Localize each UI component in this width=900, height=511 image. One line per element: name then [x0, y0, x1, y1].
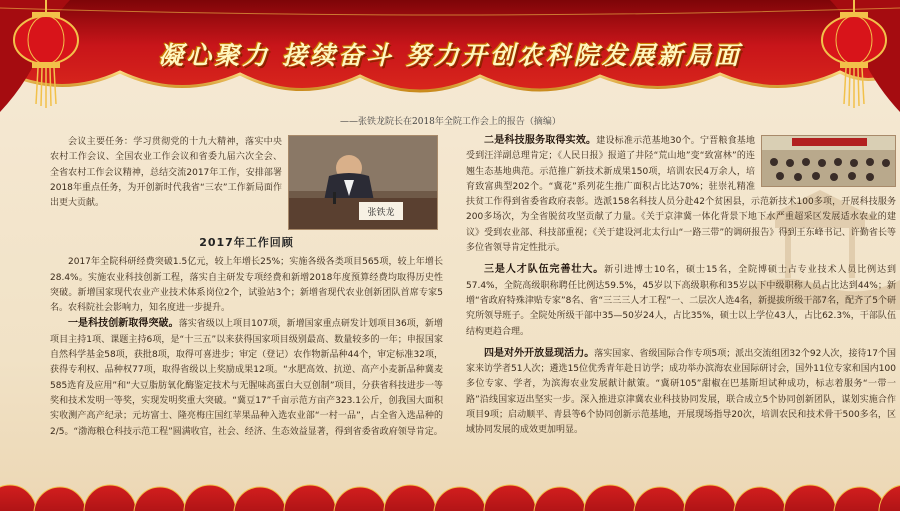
- section-4-body: 落实国家、省级国际合作专项5项；派出交流组团32个92人次，接待17个国家来访学者51人次；遴选15位优秀青年赴日访学；成功举办滨海农业国际研讨会，国外11位专家和国内100多位专家、学者，为滨海农业发展献计献策。“冀研105”甜椒在巴基斯坦试种成功，标志着服务“一带一路”沿线国家迈出坚实一步。深入推进京津冀农业科技协同发展，联合成立5个协同创新团队，谋划实施合作项目9项；启动顺平、青县等6个协同创新示范基地，开展现场指导20次，培训农民和技术骨干500多名，区域协同发展的成效更加明显。: [466, 348, 896, 436]
- intro-block: [50, 135, 443, 230]
- bottom-wave-decoration: [0, 469, 900, 511]
- section-2-title: 二是科技服务取得实效。: [484, 135, 597, 146]
- section-4-paragraph: [466, 346, 896, 439]
- section-1-title: 一是科技创新取得突破。: [68, 318, 179, 330]
- section-4-title: 四是对外开放显现活力。: [484, 347, 595, 359]
- report-subtitle: ——张铁龙院长在2018年全院工作会上的报告（摘编）: [340, 117, 561, 127]
- right-column: [466, 133, 896, 439]
- section-3-body: 新引进博士10名，硕士15名，全院博硕士占专业技术人员比例达到57.4%，全院高级职称聘任比例达59.5%，45岁以下高级职称和35岁以下中级职称人员占比达到44%；新增“省政府特殊津贴专家”8名、省“三三三人才工程”一、二层次人选4名，新提拔所级干部7名，配齐了5个研究所领导班子。全院处所级干部中35—50岁24人，占比35%，硕士以上学位43人，占比62.3%，干部队伍结构更趋合理。: [466, 265, 897, 337]
- review-paragraph: 2017年全院科研经费突破1.5亿元，较上年增长25%；实施各级各类项目565项，较上年增长28.4%。实施农业科技创新工程，落实自主研发专项经费和新增2018年度预算经费均取得历史性突破。新增国家现代农业产业技术体系岗位2个，试验站3个；新增省现代农业创新团队首席专家5名。农科院社会影响力，知名度进一步提升。: [50, 257, 443, 314]
- section-3-paragraph: [466, 262, 896, 339]
- speaker-photo: [288, 135, 438, 230]
- meeting-photo: [761, 135, 896, 187]
- section-2-body: 建设标准示范基地30个。宁晋粮食基地受到汪洋副总理肯定；《人民日报》报道了井陉“荒山地”变“致富林”的连翘生态基地典范。示范推广新技术新成果150项，培训农民4万余人，培育致富典型202个。“冀花”系列花生推广面积占比达70%；驻崇礼精准扶贫工作得到省委省政府表彰。选派158名科技人员分赴42个贫困县，示范新技术100多项，开展科技服务200多场次，为全省脱贫攻坚贡献了力量。《关于京津冀一体化背景下地下水严重超采区发展适水农业的建议》受到农业部、科技部重视；《关于建设河北太行山“一路三带”的调研报告》得到王东峰书记、许勤省长等多位省领导肯定性批示。: [466, 136, 896, 254]
- section-3-title: 三是人才队伍完善壮大。: [484, 264, 605, 276]
- left-column: [50, 135, 443, 440]
- section-1-paragraph: [50, 316, 443, 439]
- page-title: 凝心聚力 接续奋斗 努力开创农科院发展新局面: [158, 41, 742, 70]
- section-1-body: 落实省级以上项目107项，新增国家重点研发计划项目36项，新增项目主持1项、课题主持6项，是“十三五”以来获得国家项目级别最高、数量较多的一年；申报国家自然科学基金58项，获批8项，取得可喜进步；审定（登记）农作物新品种44个，审定标准32项，获得专利权、品种权77项，取得省级以上奖励成果12项。“水肥高效、抗逆、高产小麦新品种冀麦585选育及应用”和“大豆脂肪氧化酶鉴定技术与无腥味高蛋白大豆创制”项目，分获省科技进步一等奖和技术发明一等奖，实现发明奖重大突破。“冀豆17”千亩示范方亩产323.1公斤，创我国大面积实收测产高产纪录；元坊富士、隆亮梅庄国红苹果品种入选农业部“一村一品”，占全省入选品种的2/5。“渤海粮仓科技示范工程”圆满收官，社会、经济、生态效益显著，得到省委省政府领导肯定。: [50, 319, 443, 437]
- name-plate-text: 张铁龙: [367, 208, 395, 218]
- intro-paragraph: 会议主要任务：学习贯彻党的十九大精神，落实中央农村工作会议、全国农业工作会议和省委九届六次全会、全省农村工作会议精神，总结交流2017年工作，安排部署2018年重点任务，为开创新时代我省“三农”工作新局面作出更大贡献。: [50, 137, 282, 209]
- review-heading: 2017年工作回顾: [199, 236, 294, 249]
